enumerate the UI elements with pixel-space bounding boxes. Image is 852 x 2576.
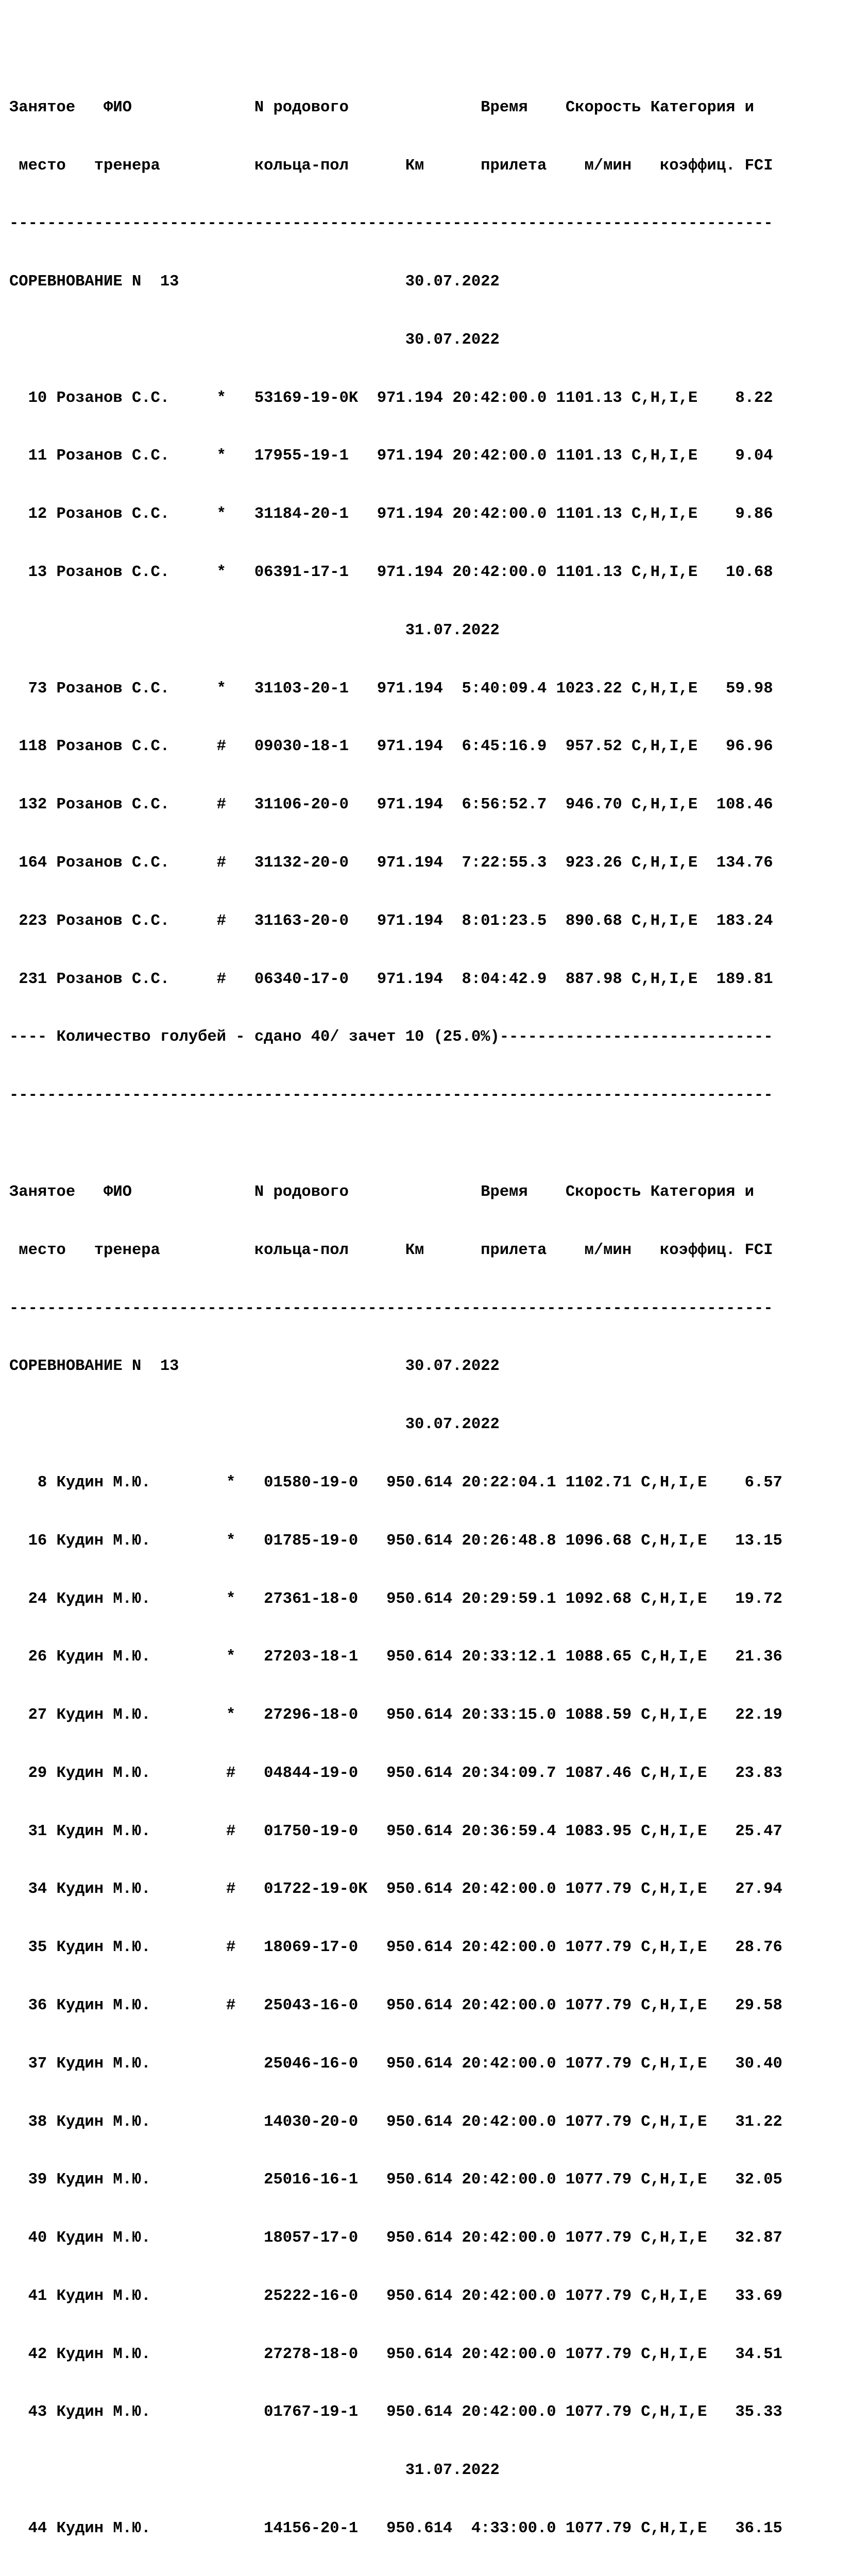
- summary-line: ---- Количество голубей - сдано 40/ зачет 10 (25.0%)-----------------------------: [9, 1028, 773, 1046]
- table-row: 27 Кудин М.Ю. * 27296-18-0 950.614 20:33:15.0 1088.59 C,H,I,E 22.19: [9, 1706, 782, 1724]
- competition-line: СОРЕВНОВАНИЕ N 13 30.07.2022: [9, 273, 500, 291]
- table-row: 40 Кудин М.Ю. 18057-17-0 950.614 20:42:00.0 1077.79 C,H,I,E 32.87: [9, 2229, 782, 2247]
- table-row: 132 Розанов С.С. # 31106-20-0 971.194 6:56:52.7 946.70 C,H,I,E 108.46: [9, 796, 773, 814]
- date-line: 31.07.2022: [9, 2462, 500, 2480]
- table-row: 29 Кудин М.Ю. # 04844-19-0 950.614 20:34:09.7 1087.46 C,H,I,E 23.83: [9, 1764, 782, 1782]
- table-row: 36 Кудин М.Ю. # 25043-16-0 950.614 20:42:00.0 1077.79 C,H,I,E 29.58: [9, 1996, 782, 2014]
- header-separator: ---------------------------------------------------------------------------------: [9, 215, 773, 233]
- date-line: 30.07.2022: [9, 1416, 500, 1434]
- table-row: 31 Кудин М.Ю. # 01750-19-0 950.614 20:36:59.4 1083.95 C,H,I,E 25.47: [9, 1822, 782, 1840]
- table-row: 13 Розанов С.С. * 06391-17-1 971.194 20:42:00.0 1101.13 C,H,I,E 10.68: [9, 564, 773, 582]
- date-line: 30.07.2022: [9, 331, 500, 349]
- table-row: 73 Розанов С.С. * 31103-20-1 971.194 5:40:09.4 1023.22 C,H,I,E 59.98: [9, 680, 773, 698]
- column-header-line-1: Занятое ФИО N родового Время Скорость Категория и: [9, 1183, 754, 1201]
- column-header-line-2: место тренера кольца-пол Км прилета м/мин коэффиц. FCI: [9, 157, 773, 175]
- table-row: 42 Кудин М.Ю. 27278-18-0 950.614 20:42:00.0 1077.79 C,H,I,E 34.51: [9, 2345, 782, 2363]
- date-line: 31.07.2022: [9, 621, 500, 639]
- table-row: 34 Кудин М.Ю. # 01722-19-0K 950.614 20:42:00.0 1077.79 C,H,I,E 27.94: [9, 1880, 782, 1899]
- table-row: 41 Кудин М.Ю. 25222-16-0 950.614 20:42:00.0 1077.79 C,H,I,E 33.69: [9, 2287, 782, 2305]
- table-row: 35 Кудин М.Ю. # 18069-17-0 950.614 20:42:00.0 1077.79 C,H,I,E 28.76: [9, 1939, 782, 1957]
- table-row: 118 Розанов С.С. # 09030-18-1 971.194 6:45:16.9 957.52 C,H,I,E 96.96: [9, 738, 773, 756]
- results-report: [9, 40, 782, 2576]
- table-row: 10 Розанов С.С. * 53169-19-0K 971.194 20:42:00.0 1101.13 C,H,I,E 8.22: [9, 389, 773, 407]
- column-header-line-2: место тренера кольца-пол Км прилета м/мин коэффиц. FCI: [9, 1241, 773, 1259]
- table-row: 43 Кудин М.Ю. 01767-19-1 950.614 20:42:00.0 1077.79 C,H,I,E 35.33: [9, 2403, 782, 2421]
- table-row: 164 Розанов С.С. # 31132-20-0 971.194 7:22:55.3 923.26 C,H,I,E 134.76: [9, 854, 773, 872]
- table-row: 38 Кудин М.Ю. 14030-20-0 950.614 20:42:00.0 1077.79 C,H,I,E 31.22: [9, 2113, 782, 2131]
- table-row: 16 Кудин М.Ю. * 01785-19-0 950.614 20:26:48.8 1096.68 C,H,I,E 13.15: [9, 1532, 782, 1550]
- block-separator: ---------------------------------------------------------------------------------: [9, 1087, 773, 1105]
- table-row: 231 Розанов С.С. # 06340-17-0 971.194 8:04:42.9 887.98 C,H,I,E 189.81: [9, 970, 773, 988]
- table-row: 44 Кудин М.Ю. 14156-20-1 950.614 4:33:00.0 1077.79 C,H,I,E 36.15: [9, 2520, 782, 2537]
- table-row: 39 Кудин М.Ю. 25016-16-1 950.614 20:42:00.0 1077.79 C,H,I,E 32.05: [9, 2171, 782, 2189]
- table-row: 37 Кудин М.Ю. 25046-16-0 950.614 20:42:00.0 1077.79 C,H,I,E 30.40: [9, 2055, 782, 2073]
- competition-line: СОРЕВНОВАНИЕ N 13 30.07.2022: [9, 1358, 500, 1376]
- header-separator: ---------------------------------------------------------------------------------: [9, 1299, 773, 1317]
- table-row: 12 Розанов С.С. * 31184-20-1 971.194 20:42:00.0 1101.13 C,H,I,E 9.86: [9, 505, 773, 523]
- table-row: 24 Кудин М.Ю. * 27361-18-0 950.614 20:29:59.1 1092.68 C,H,I,E 19.72: [9, 1590, 782, 1608]
- table-row: 11 Розанов С.С. * 17955-19-1 971.194 20:42:00.0 1101.13 C,H,I,E 9.04: [9, 447, 773, 465]
- table-row: 223 Розанов С.С. # 31163-20-0 971.194 8:01:23.5 890.68 C,H,I,E 183.24: [9, 912, 773, 930]
- table-row: 26 Кудин М.Ю. * 27203-18-1 950.614 20:33:12.1 1088.65 C,H,I,E 21.36: [9, 1648, 782, 1666]
- column-header-line-1: Занятое ФИО N родового Время Скорость Категория и: [9, 98, 754, 116]
- table-row: 8 Кудин М.Ю. * 01580-19-0 950.614 20:22:04.1 1102.71 C,H,I,E 6.57: [9, 1473, 782, 1492]
